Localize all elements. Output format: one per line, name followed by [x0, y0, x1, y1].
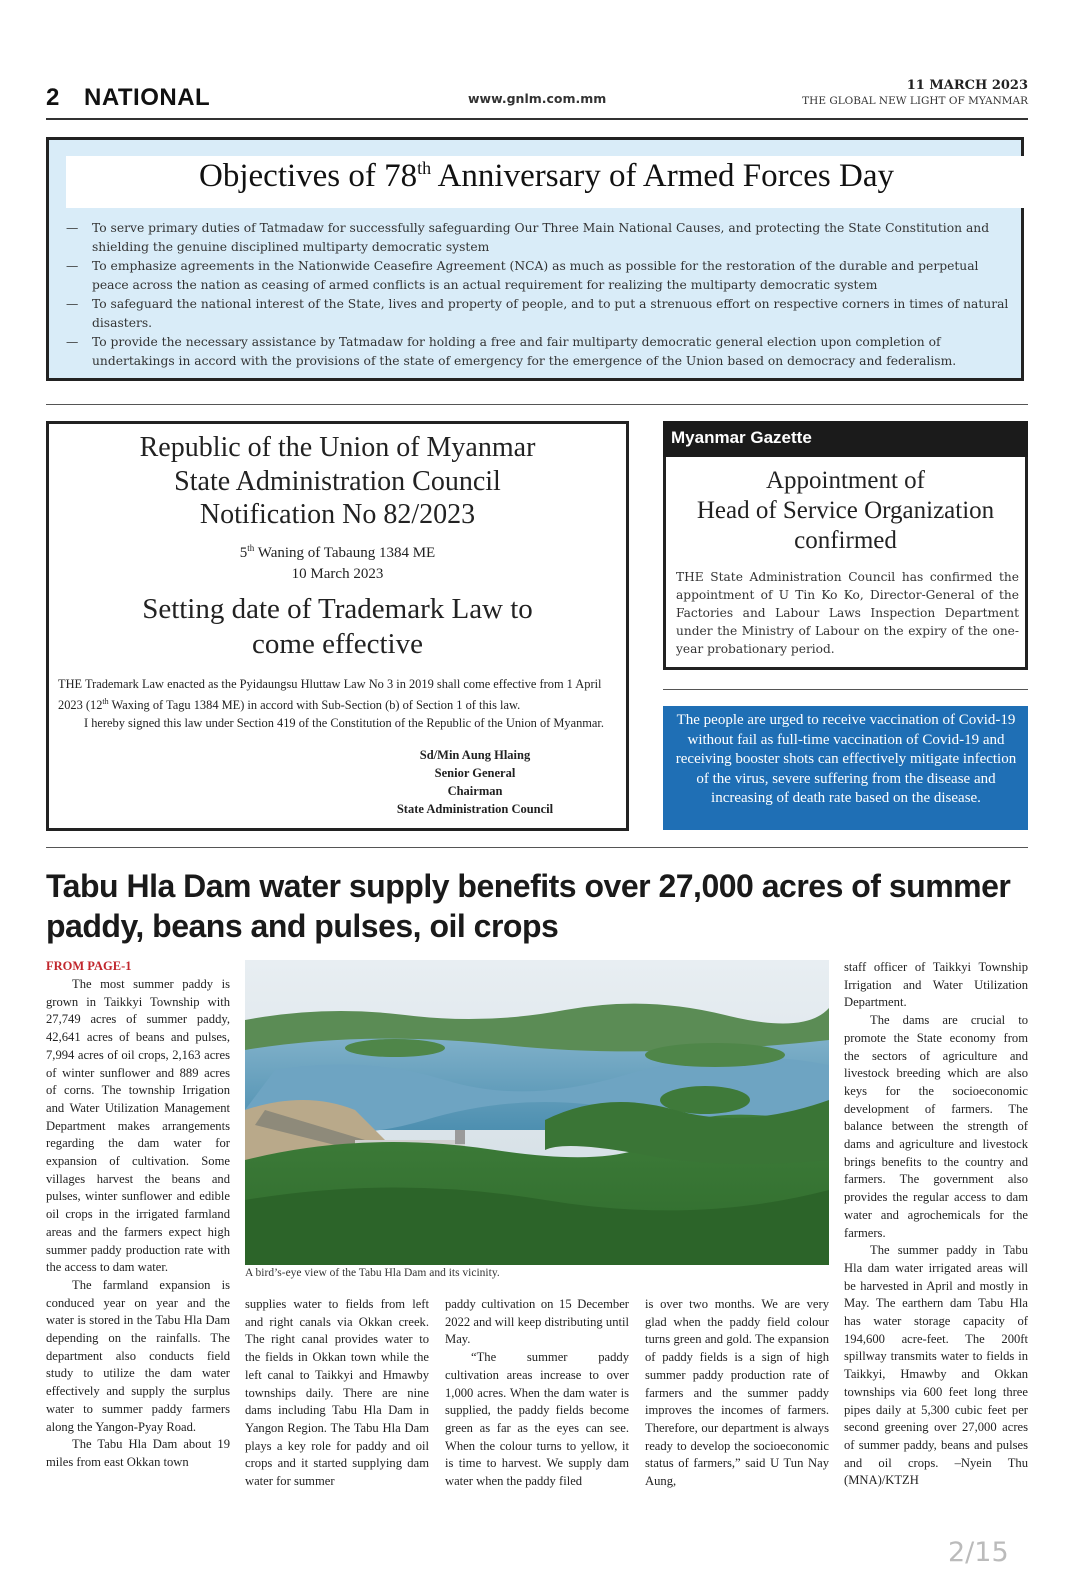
- from-page-label: FROM PAGE-1: [46, 959, 132, 973]
- section-title: NATIONAL: [84, 84, 211, 111]
- article-column-5: staff officer of Taikkyi Township Irrigation and Water Utilization Department. The dams are crucial to promote the State economy from the sectors of agriculture and livestock breeding which are also keys for the socioeconomic development of farmers. The balance between the strength of dams and agriculture and livestock brings benefits to the country and farmers. The government also provides the regular access to dam water and agrochemicals for the farmers. The summer paddy in Tabu Hla dam water irrigated areas will be harvested in April and mostly in May. The earthern dam Tabu Hla has water storage capacity of 194,600 acre-feet. The 200ft spillway transmits water to fields in Taikkyi, Hmawby and Okkan townships via 600 feet long three pipes daily at 5,300 cubic feet per second greening over 27,000 acres of summer paddy, beans and pulses and oil crops. –Nyein Thu (MNA)/KTZH: [844, 960, 1028, 1488]
- notification-heading-2: State Administration Council: [174, 466, 501, 497]
- list-item: — To serve primary duties of Tatmadaw for successfully safeguarding Our Three Main National Causes, and protecting the State Constitution and shielding the genuine disciplined multiparty democratic system: [66, 221, 990, 254]
- signature-rank: Senior General: [434, 766, 516, 780]
- gazette-divider: [663, 689, 1028, 690]
- section-divider: [46, 847, 1028, 848]
- list-item: — To safeguard the national interest of the State, lives and property of people, and to put a strenuous effort on respective corners in times of natural disasters.: [66, 297, 1009, 330]
- list-item: — To emphasize agreements in the Nationwide Ceasefire Agreement (NCA) as much as possible for the restoration of the durable and perpetual peace across the nation as ceasing of armed conflicts is an actual requirement for realizing the multiparty democratic system: [66, 259, 979, 292]
- notification-subtitle-2: come effective: [252, 628, 423, 660]
- gazette-title: Appointment of Head of Service Organization confirmed: [696, 467, 995, 554]
- photo-caption: A bird’s-eye view of the Tabu Hla Dam and its vicinity.: [245, 1267, 500, 1279]
- header-rule: [46, 118, 1028, 120]
- notification-subtitle-1: Setting date of Trademark Law to: [142, 593, 533, 625]
- objectives-title: Objectives of 78th Anniversary of Armed Forces Day: [199, 158, 894, 194]
- gazette-label: Myanmar Gazette: [671, 428, 812, 447]
- dam-aerial-photo: [245, 960, 829, 1265]
- notification-heading-1: Republic of the Union of Myanmar: [139, 432, 536, 463]
- publication-name: THE GLOBAL NEW LIGHT OF MYANMAR: [802, 95, 1028, 107]
- page-counter: 2/15: [948, 1537, 1009, 1568]
- article-headline: Tabu Hla Dam water supply benefits over 27,000 acres of summer paddy, beans and pulses, oil crops: [46, 868, 1011, 944]
- signature-title: Chairman: [447, 784, 503, 798]
- list-item: — To provide the necessary assistance by Tatmadaw for holding a free and fair multiparty democratic general election upon completion of undertakings in accord with the provisions of the state of emergency for the emergence of the Union based on democracy and federalism.: [66, 335, 957, 368]
- article-column-4: is over two months. We are very glad when the paddy field colour turns green and gold. The expansion of paddy fields is a sign of high summer paddy production rate of farmers and the summer paddy improves the incomes of farmers. Therefore, our department is always ready to develop the socioeconomic status of farmers,” said U Tun Nay Aung,: [645, 1297, 829, 1489]
- website-link[interactable]: www.gnlm.com.mm: [468, 91, 607, 106]
- article-column-1: The most summer paddy is grown in Taikkyi Township with 27,749 acres of summer paddy, 42,641 acres of beans and pulses, 7,994 acres of oil crops, 2,163 acres of winter sunflower and 889 acres of corns. The township Irrigation and Water Utilization Management Department makes arrangements regarding the dam water for expansion of cultivation. Some villages harvest the beans and pulses, winter sunflower and edible oil crops in the irrigated farmland areas and the farmers expect high summer paddy production rate with the access to dam water. The farmland expansion is conduced year on year and the water is stored in the Tabu Hla Dam depending on the rainfalls. The department also conducts field study to utilize the dam water effectively and supply the surplus water to summer paddy farmers along the Yangon-Pyay Road. The Tabu Hla Dam about 19 miles from east Okkan town: [46, 977, 230, 1469]
- notification-date: 10 March 2023: [291, 566, 384, 582]
- signature-council: State Administration Council: [396, 802, 554, 816]
- article-column-3: paddy cultivation on 15 December 2022 and will keep distributing until May. “The summer paddy cultivation areas increase to over 1,000 acres. When the dam water is supplied, the paddy fields become green as far as the eyes can see. When the colour turns to yellow, it is time to harvest. We supply dam water when the paddy filed: [445, 1297, 629, 1489]
- vaccination-text: The people are urged to receive vaccination of Covid-19 without fail as full-time vaccination of Covid-19 and receiving booster shots can effectively mitigate infection of the virus, severe suffering from the disease and increasing of death rate based on the disease.: [675, 712, 1017, 806]
- notification-number: Notification No 82/2023: [199, 499, 476, 530]
- section-divider: [46, 404, 1028, 405]
- objectives-list: [66, 219, 1012, 371]
- issue-date: 11 MARCH 2023: [906, 78, 1028, 93]
- gazette-body: THE State Administration Council has confirmed the appointment of U Tin Ko Ko, Director-General of the Factories and Labour Laws Inspection Department under the Ministry of Labour on the expiry of the one-year probationary period.: [676, 570, 1019, 656]
- page-number: 2: [46, 84, 60, 111]
- article-column-2: supplies water to fields from left and right canals via Okkan creek. The right canal provides water to the fields in Okkan town while the left canal to Taikkyi and Hmawby townships daily. There are nine dams including Tabu Hla Dam in Yangon Region. The Tabu Hla Dam plays a key role for paddy and oil crops and it started supplying dam water for summer: [245, 1297, 429, 1489]
- signature-name: Sd/Min Aung Hlaing: [419, 748, 531, 762]
- notification-date-myanmar: 5th Waning of Tabaung 1384 ME: [239, 543, 436, 561]
- notification-body: THE Trademark Law enacted as the Pyidaungsu Hluttaw Law No 3 in 2019 shall come effective from 1 April 2023 (12th Waxing of Tagu 1384 ME) in accord with Sub-Section (b) of Section 1 of this law. I hereby signed this law under Section 419 of the Constitution of the Republic of the Union of Myanmar.: [58, 677, 604, 731]
